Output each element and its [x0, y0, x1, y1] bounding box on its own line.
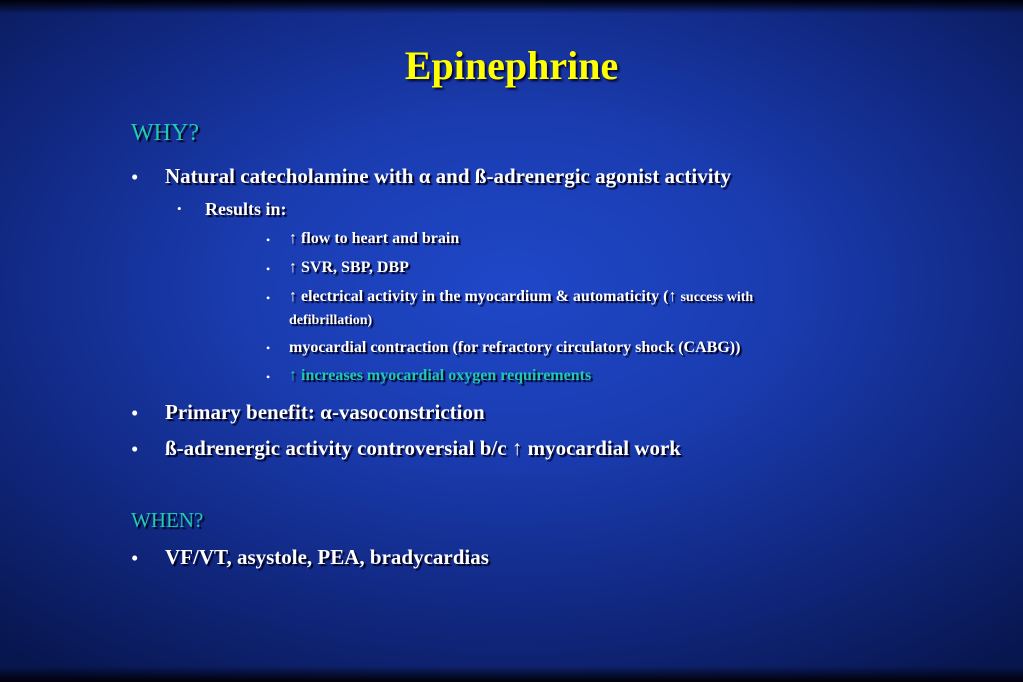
bullet-icon: •	[131, 401, 139, 425]
bullet-icon: •	[131, 165, 139, 189]
result-item-3-continued: defibrillation)	[289, 313, 373, 328]
result-item-3	[289, 288, 753, 306]
why-point-3	[165, 436, 681, 461]
result-text-small: success with	[680, 290, 754, 305]
when-point-1: VF/VT, asystole, PEA, bradycardias	[165, 545, 489, 569]
bottom-shade	[0, 666, 1023, 682]
bullet-icon: •	[266, 233, 271, 247]
result-text: SVR, SBP, DBP	[301, 259, 409, 276]
top-shade	[0, 0, 1023, 14]
bullet-icon: •	[266, 262, 271, 276]
slide-title: Epinephrine	[404, 43, 619, 88]
result-item-2	[289, 259, 409, 277]
when-heading: WHEN?	[131, 508, 204, 532]
up-arrow-icon: ↑	[511, 436, 523, 460]
point-text: ß-adrenergic activity controversial b/c	[165, 436, 507, 460]
result-text: electrical activity in the myocardium & automaticity (	[301, 288, 669, 305]
bullet-icon: •	[266, 291, 271, 305]
bullet-icon: •	[266, 370, 271, 384]
result-text: flow to heart and brain	[301, 230, 460, 247]
bullet-icon: •	[266, 341, 271, 355]
why-heading: WHY?	[131, 120, 199, 146]
up-arrow-icon: ↑	[668, 288, 677, 305]
up-arrow-icon: ↑	[289, 288, 297, 305]
up-arrow-icon: ↑	[289, 259, 297, 276]
bullet-icon: •	[131, 546, 139, 570]
results-label: Results in:	[205, 199, 287, 219]
result-item-4: myocardial contraction (for refractory circulatory shock (CABG))	[289, 339, 741, 356]
point-text: myocardial work	[527, 436, 681, 460]
result-item-5	[289, 367, 591, 385]
bullet-icon: •	[131, 437, 139, 461]
up-arrow-icon: ↑	[289, 230, 297, 247]
result-text: increases myocardial oxygen requirements	[301, 367, 592, 384]
up-arrow-icon: ↑	[289, 367, 297, 384]
result-item-1	[289, 230, 459, 248]
why-point-2: Primary benefit: α-vasoconstriction	[165, 400, 485, 424]
why-point-1: Natural catecholamine with α and ß-adrenergic agonist activity	[165, 164, 732, 188]
bullet-icon: •	[177, 201, 182, 216]
